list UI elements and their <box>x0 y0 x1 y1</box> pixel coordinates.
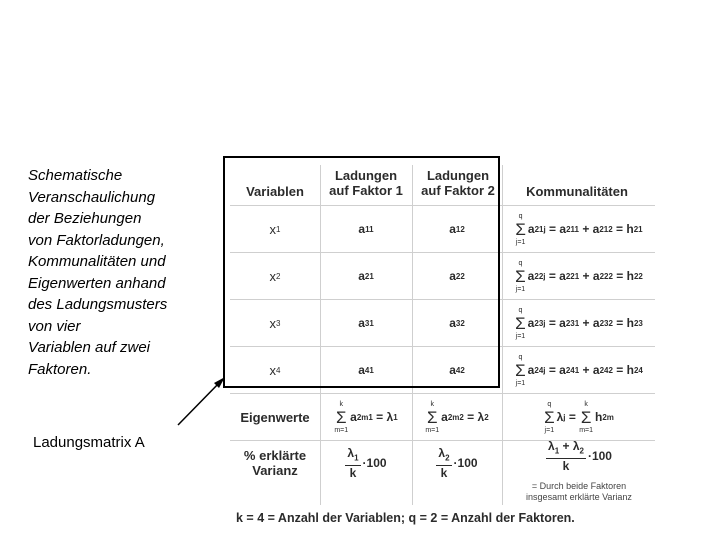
varianz-note-line2: insgesamt erklärte Varianz <box>526 492 632 502</box>
loading-symbol: a <box>358 221 366 236</box>
varianz-label <box>230 442 320 484</box>
varianz-label-line1: % erklärte <box>243 448 307 463</box>
loading-index: 12 <box>455 224 465 234</box>
varianz-formula-total: $\frac{\lambda_1 + \lambda_2}{k}$ ·100 <box>548 438 612 474</box>
header-faktor-1-line1: Ladungen <box>334 168 398 183</box>
header-variablen: Variablen <box>246 183 304 199</box>
variable-symbol: x <box>269 362 277 378</box>
loading-index: 22 <box>455 271 465 281</box>
kommunalitaet-formula-1: q Σ j=1 a 2 1j = a 2 11 + a 2 12 = h 2 1 <box>515 212 643 246</box>
varianz-note-line1: = Durch beide Faktoren <box>531 481 627 491</box>
varianz-note <box>504 480 654 504</box>
loading-symbol: a <box>358 315 365 330</box>
variable-symbol: x <box>269 315 277 331</box>
varianz-formula-2: $\frac{\lambda_2}{k}$ ·100 <box>438 445 478 481</box>
caption-line: Kommunalitäten und <box>28 253 166 270</box>
varianz-formula-1: $\frac{\lambda_1}{k}$ ·100 <box>347 445 387 481</box>
varianz-label-line2: Varianz <box>252 463 298 478</box>
kommunalitaet-formula-3: q Σ j=1 a 2 3j = a 2 31 + a 2 32 = h 2 3 <box>515 306 643 340</box>
loading-symbol: a <box>449 315 456 330</box>
header-faktor-2-line1: Ladungen <box>426 168 490 183</box>
varianz-multiplier: ·100 <box>453 455 478 470</box>
kommunalitaet-formula-4: q Σ j=1 a 2 4j = a 2 41 + a 2 42 = h 2 4 <box>515 353 643 387</box>
loading-index: 42 <box>455 365 465 375</box>
eigenwert-sum-formula: q Σ j=1 λ j = k Σ m=1 h 2 m <box>544 400 614 434</box>
variable-index: 4 <box>276 365 281 375</box>
header-kommunalitaeten: Kommunalitäten <box>526 183 628 199</box>
caption-line: von vier <box>28 317 81 335</box>
loading-symbol: a <box>449 221 456 236</box>
loading-symbol: a <box>449 268 456 283</box>
variable-symbol: x <box>269 221 277 237</box>
loading-index: 31 <box>364 318 374 328</box>
variable-index: 2 <box>276 271 281 281</box>
eigenwerte-label: Eigenwerte <box>240 409 310 425</box>
eigenwert-formula-2: k Σ m=1 a 2 m2 = λ 2 <box>425 400 489 434</box>
caption-line: der Beziehungen <box>28 210 142 227</box>
varianz-multiplier: ·100 <box>362 455 387 470</box>
kommunalitaet-formula-2: q Σ j=1 a 2 2j = a 2 21 + a 2 22 = h 2 2 <box>515 259 643 293</box>
footer-definition: k = 4 = Anzahl der Variablen; q = 2 = Anzahl der Faktoren. <box>236 511 575 525</box>
loading-index: 21 <box>364 271 374 281</box>
loading-matrix-frame <box>223 156 500 388</box>
variable-symbol: x <box>269 268 277 284</box>
variable-index: 3 <box>276 318 281 328</box>
caption-line: von Faktorladungen, <box>28 231 165 249</box>
loading-symbol: a <box>358 362 365 377</box>
loading-index: 32 <box>455 318 465 328</box>
matrix-label: Ladungsmatrix A <box>33 434 145 451</box>
header-faktor-2-line2: auf Faktor 2 <box>421 183 495 198</box>
loading-index: 11 <box>365 224 374 234</box>
caption-line: Eigenwerten anhand <box>28 274 166 292</box>
varianz-multiplier: ·100 <box>587 448 612 463</box>
caption-line: Veranschaulichung <box>28 188 156 206</box>
caption-line: Faktoren. <box>28 360 92 378</box>
loading-symbol: a <box>358 268 365 283</box>
header-faktor-1-line2: auf Faktor 1 <box>329 183 403 198</box>
variable-index: 1 <box>276 224 281 234</box>
loading-index: 41 <box>364 365 374 375</box>
eigenwert-formula-1: k Σ m=1 a 2 m1 = λ 1 <box>334 400 398 434</box>
caption-line: des Ladungsmusters <box>28 296 168 313</box>
caption-line: Schematische <box>28 167 123 184</box>
loading-symbol: a <box>449 362 456 377</box>
caption-line: Variablen auf zwei <box>28 339 151 356</box>
